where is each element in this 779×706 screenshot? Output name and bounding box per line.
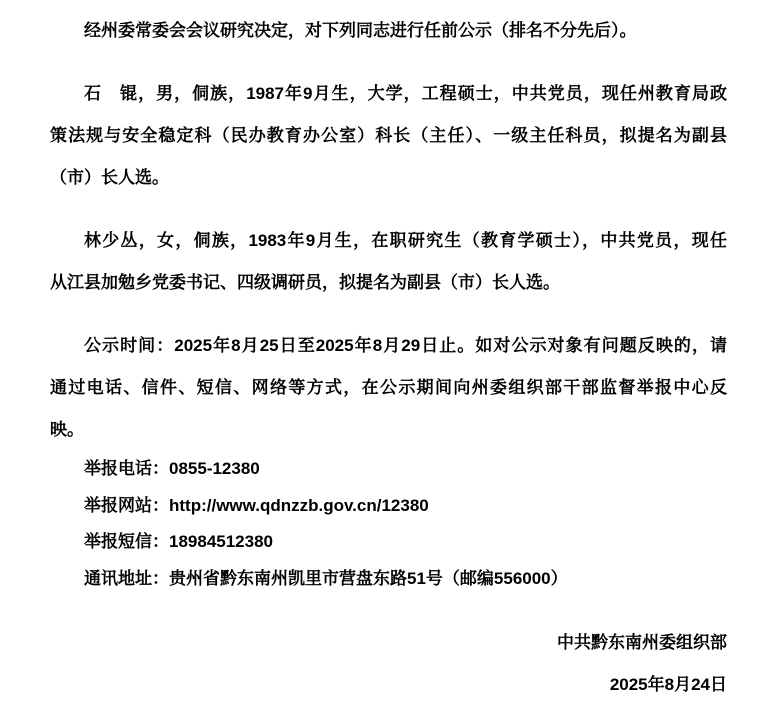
- text-line: 公示时间：2025年8月25日至2025年8月29日止。如对公示对象有问题反映的，请: [84, 336, 727, 355]
- paragraph-candidate-1: [50, 73, 727, 199]
- text-line: 石 锟，男，侗族，1987年9月生，大学，工程硕士，中共党员，现任州教育局政: [84, 84, 727, 103]
- text-line: 通过电话、信件、短信、网络等方式，在公示期间向州委组织部干部监督举报中心反: [50, 378, 727, 397]
- text-line: （市）长人选。: [50, 168, 169, 187]
- paragraph-notice-period: [50, 325, 727, 451]
- text-line: 经州委常委会会议研究决定，对下列同志进行任前公示（排名不分先后）。: [84, 21, 637, 40]
- signature-block: [50, 622, 727, 706]
- contact-info-block: [50, 451, 727, 597]
- paragraph-intro: [50, 10, 727, 52]
- report-phone-line: 举报电话：0855-12380: [84, 459, 260, 478]
- report-sms-line: 举报短信：18984512380: [84, 532, 274, 551]
- text-line: 从江县加勉乡党委书记、四级调研员，拟提名为副县（市）长人选。: [50, 273, 560, 292]
- report-website-line: 举报网站：http://www.qdnzzb.gov.cn/12380: [84, 495, 429, 515]
- text-line: 策法规与安全稳定科（民办教育办公室）科长（主任）、一级主任科员，拟提名为副县: [50, 126, 727, 145]
- signature-date: 2025年8月24日: [609, 675, 727, 694]
- mailing-address-line: 通讯地址：贵州省黔东南州凯里市营盘东路51号（邮编556000）: [84, 568, 568, 588]
- text-line: 映。: [50, 420, 84, 439]
- paragraph-candidate-2: [50, 220, 727, 304]
- signature-org: 中共黔东南州委组织部: [557, 633, 727, 652]
- text-line: 林少丛，女，侗族，1983年9月生，在职研究生（教育学硕士），中共党员，现任: [84, 231, 727, 250]
